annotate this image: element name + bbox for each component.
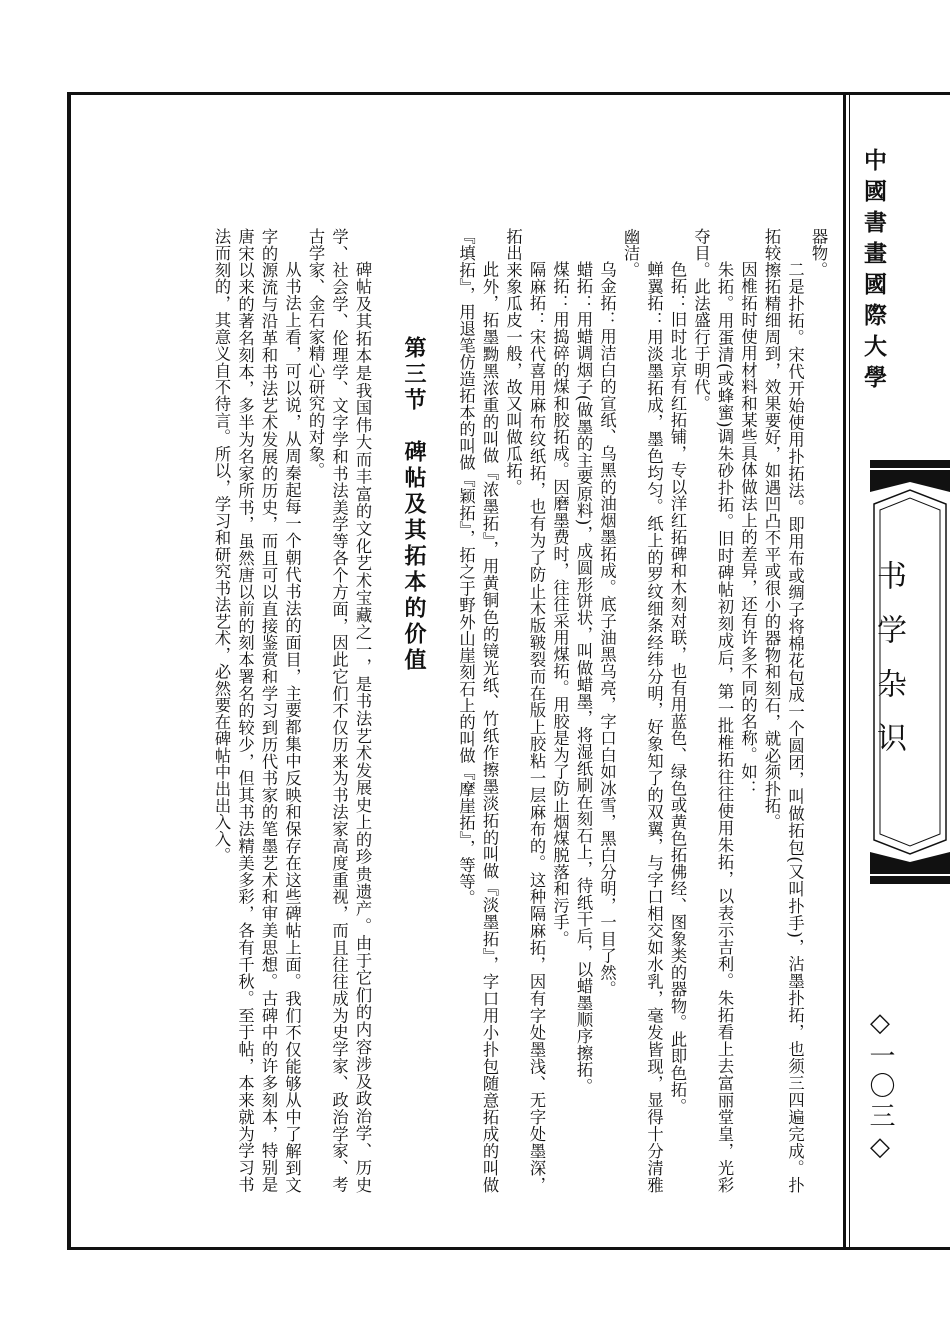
side-rule xyxy=(843,92,846,1250)
journal-title: 中國書畫國際大學 xyxy=(860,148,887,396)
paragraph: 器物。 xyxy=(809,228,828,279)
paragraph: 色拓：旧时北京有红拓铺，专以洋红拓碑和木刻对联，也有用蓝色、绿色或黄色拓佛经、图象类的器物。此即色拓。 xyxy=(668,260,687,1115)
paragraph: 二是扑拓。宋代开始使用扑拓法。即用布或绸子将棉花包成一个圆团，叫做拓包(又叫扑手)，沾墨扑拓，也须三四遍完成。扑拓较擦拓精细周到，效果要好，如遇凹凸不平或很小的器物和刻石，就必须扑拓。 xyxy=(762,228,805,1193)
paragraph: 蜡拓：用蜡调烟子(做墨的主要原料)，成圆形饼状，叫做蜡墨，将湿纸刷在刻石上，待纸干后，以蜡墨顺序擦拓。 xyxy=(574,260,593,1095)
paragraph: 此外，拓墨黝黑浓重的叫做『浓墨拓』，用黄铜色的镜光纸、竹纸作擦墨淡拓的叫做『淡墨拓』，字口用小扑包随意拓成的叫做『填拓』，用退笔仿造拓本的叫做『颖拓』，拓之于野外山崖刻石上的叫做『摩崖拓』，等等。 xyxy=(456,228,499,1193)
paragraph: 碑帖及其拓本是我国伟大而丰富的文化艺术宝藏之一，是书法艺术发展史上的珍贵遗产。由于它们的内容涉及政治学、历史学、社会学、伦理学、文字学和书法美学等各个方面，因此它们不仅历来为书法家高度重视，而且往往成为史学家、政治学家、考古学家、金石家精心研究的对象。 xyxy=(306,228,372,1193)
page-number: ◇一〇三◇ xyxy=(865,1008,895,1166)
section-heading: 第三节 碑帖及其拓本的价值 xyxy=(401,336,427,674)
paragraph: 蝉翼拓：用淡墨拓成，墨色均匀。纸上的罗纹细条经纬分明，好象知了的双翼，与字口相交如水乳，毫发皆现，显得十分清雅幽洁。 xyxy=(621,228,664,1193)
paragraph: 煤拓：用捣碎的煤和胶拓成。因磨墨费时，往往采用煤拓。用胶是为了防止烟煤脱落和污手。 xyxy=(550,260,570,947)
paragraph: 朱拓。用蛋清(或蜂蜜)调朱砂扑拓。旧时碑帖初刻成后，第一批椎拓往往使用朱拓，以表示吉利。朱拓看上去富丽堂皇，光彩夺目。此法盛行于明代。 xyxy=(691,228,734,1193)
paragraph: 隔麻拓：宋代喜用麻布纹纸拓，也有为了防止木版皲裂而在版上胶粘一层麻布的。这种隔麻拓，因有字处墨浅、无字处墨深，拓出来象瓜皮一般，故又叫做瓜拓。 xyxy=(503,228,546,1193)
side-rule-thin xyxy=(849,92,850,1250)
paragraph: 乌金拓：用洁白的宣纸、乌黑的油烟墨拓成。底子油黑乌亮，字口白如冰雪，黑白分明，一目了然。 xyxy=(597,260,617,998)
article-body xyxy=(108,228,830,1193)
section-title: 书学杂识 xyxy=(871,560,906,776)
paragraph: 从书法上看，可以说，从周秦起每一个朝代书法的面目，主要都集中反映和保存在这些碑帖上面。我们不仅能够从中了解到文字的源流与沿革和书法艺术发展的历史，而且可以直接鉴赏和学习到历代书家的笔墨艺术和审美思想。古碑中的许多刻本，特别是唐宋以来的著名刻本，多半为名家所书，虽然唐以前的刻本署名的较少，但其书法精美多彩，各有千秋。至于帖，本来就为学习书法而刻的，其意义自不待言。所以，学习和研究书法艺术，必然要在碑帖中出出入入。 xyxy=(212,228,302,1193)
paragraph: 因椎拓时使用材料和某些具体做法上的差异，还有许多不同的名称。如： xyxy=(738,260,758,797)
